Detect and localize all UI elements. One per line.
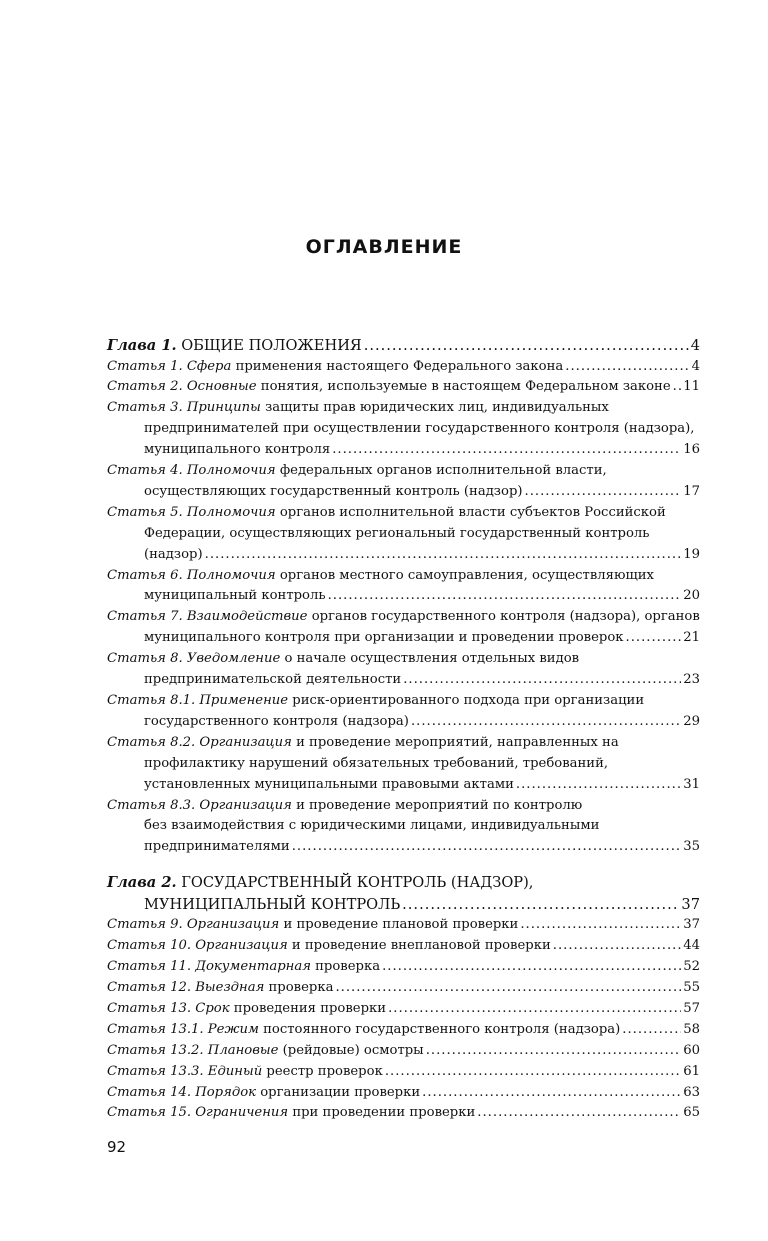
entry-title: риск-ориентированного подхода при организации — [292, 693, 645, 708]
entry-text-wrap — [107, 915, 518, 936]
entry-line — [107, 957, 700, 978]
entry-line — [107, 837, 700, 858]
page-ref: 20 — [683, 588, 700, 604]
entry-title: муниципального контроля — [144, 442, 331, 458]
entry-line — [107, 1103, 700, 1124]
toc-entry — [107, 1020, 700, 1041]
toc-entry — [107, 978, 700, 999]
entry-text-wrap — [107, 335, 362, 357]
entry-text-wrap — [107, 957, 380, 978]
page-ref: 31 — [683, 776, 700, 792]
entry-text-wrap — [107, 568, 654, 583]
page-ref: 63 — [683, 1084, 700, 1100]
entry-line — [107, 545, 700, 566]
entry-text-wrap — [107, 798, 582, 813]
entry-title: проверка — [268, 979, 334, 995]
article-label: Статья 14. Порядок — [107, 1084, 257, 1100]
entry-text-wrap — [144, 712, 409, 733]
entry-text-wrap — [144, 586, 326, 607]
entry-title: федеральных органов исполнительной власти, — [279, 463, 607, 479]
entry-title: при проведении проверки — [292, 1105, 476, 1121]
toc-entry — [107, 1041, 700, 1062]
entry-text-wrap — [107, 693, 644, 708]
toc-entry — [107, 691, 700, 733]
article-label: Статья 12. Выездная — [107, 979, 265, 995]
entry-line — [107, 335, 700, 357]
page-ref: 37 — [683, 917, 700, 933]
section-gap — [107, 858, 700, 872]
entry-line — [107, 733, 700, 754]
entry-title: предпринимателями — [144, 839, 290, 855]
article-label: Статья 5. Полномочия — [107, 504, 276, 520]
entry-title: постоянного государственного контроля (надзора) — [263, 1021, 621, 1037]
dot-leader — [403, 670, 681, 691]
chapter-label: Глава 2. — [107, 874, 177, 892]
entry-text-wrap — [107, 400, 609, 415]
article-label: Статья 1. Сфера — [107, 358, 232, 374]
entry-line — [107, 1041, 700, 1062]
entry-title: понятия, используемые в настоящем Федеральном законе — [260, 379, 671, 395]
dot-leader — [525, 482, 682, 503]
page-ref: 11 — [683, 379, 700, 395]
chapter-heading — [107, 872, 700, 915]
page-ref: 57 — [683, 1000, 700, 1016]
page-ref: 61 — [683, 1063, 700, 1079]
dot-leader — [328, 586, 682, 607]
entry-line — [107, 915, 700, 936]
dot-leader — [388, 999, 681, 1020]
page-ref: 58 — [683, 1021, 700, 1037]
entry-line — [107, 377, 700, 398]
entry-line — [107, 586, 700, 607]
entry-line — [107, 1083, 700, 1104]
page-ref: 37 — [681, 895, 700, 913]
dot-leader — [422, 1083, 681, 1104]
page-ref: 35 — [683, 839, 700, 855]
page-ref: 19 — [683, 546, 700, 562]
page-ref: 16 — [683, 442, 700, 458]
page-ref: 4 — [690, 337, 700, 354]
entry-text-wrap — [107, 357, 563, 378]
entry-title: и проведение мероприятий по контролю — [296, 797, 583, 813]
dot-leader — [622, 1020, 681, 1041]
entry-line — [107, 357, 700, 378]
entry-title: организации проверки — [260, 1084, 421, 1100]
entry-line — [107, 503, 700, 524]
entry-title: без взаимодействия с юридическими лицами, индивидуальными — [144, 818, 600, 834]
article-label: Статья 13. Срок — [107, 1000, 230, 1016]
entry-text-wrap — [144, 545, 203, 566]
entry-text-wrap — [107, 999, 386, 1020]
entry-line — [107, 419, 700, 440]
entry-text-wrap — [107, 1041, 424, 1062]
dot-leader — [516, 775, 681, 796]
entry-text-wrap — [107, 651, 579, 666]
entry-text-wrap — [107, 1020, 620, 1041]
entry-title: проверка — [315, 959, 381, 975]
entry-line — [107, 894, 700, 916]
toc-entry — [107, 357, 700, 378]
dot-leader — [673, 377, 682, 398]
page-number: 92 — [107, 1138, 127, 1156]
entry-title: проведения проверки — [233, 1000, 387, 1016]
dot-leader — [385, 1062, 681, 1083]
entry-title: защиты прав юридических лиц, индивидуальных — [265, 400, 609, 416]
entry-line — [107, 796, 700, 817]
toc-entry — [107, 503, 700, 566]
entry-title: о начале осуществления отдельных видов — [284, 651, 580, 667]
entry-title: МУНИЦИПАЛЬНЫЙ КОНТРОЛЬ — [144, 895, 401, 913]
page-ref: 52 — [683, 959, 700, 975]
entry-line — [107, 816, 700, 837]
toc-entry — [107, 377, 700, 398]
chapter-heading — [107, 335, 700, 357]
entry-text-wrap — [144, 775, 514, 796]
entry-line — [107, 1062, 700, 1083]
entry-line — [107, 482, 700, 503]
article-label: Статья 10. Организация — [107, 938, 288, 954]
entry-line — [107, 754, 700, 775]
dot-leader — [426, 1041, 682, 1062]
entry-title: установленных муниципальными правовыми актами — [144, 776, 514, 792]
entry-text-wrap — [144, 894, 400, 916]
dot-leader — [205, 545, 682, 566]
dot-leader — [335, 978, 681, 999]
entry-title: ГОСУДАРСТВЕННЫЙ КОНТРОЛЬ (НАДЗОР), — [181, 874, 534, 892]
dot-leader — [292, 837, 681, 858]
entry-text-wrap — [107, 735, 619, 750]
entry-text-wrap — [144, 837, 290, 858]
page-title: ОГЛАВЛЕНИЕ — [305, 236, 463, 258]
toc-entry — [107, 733, 700, 796]
dot-leader — [411, 712, 681, 733]
toc-entry — [107, 398, 700, 461]
entry-text-wrap — [107, 936, 551, 957]
article-label: Статья 13.1. Режим — [107, 1021, 259, 1037]
entry-title: Федерации, осуществляющих региональный государственный контроль — [144, 525, 650, 541]
entry-line — [107, 691, 700, 712]
entry-line — [107, 978, 700, 999]
entry-line — [107, 524, 700, 545]
toc-entry — [107, 607, 700, 649]
entry-title: ОБЩИЕ ПОЛОЖЕНИЯ — [181, 337, 362, 354]
article-label: Статья 8. Уведомление — [107, 651, 281, 667]
dot-leader — [477, 1103, 681, 1124]
entry-title: (надзор) — [144, 546, 203, 562]
toc-entry — [107, 1062, 700, 1083]
article-label: Статья 8.1. Применение — [107, 693, 289, 708]
entry-text-wrap — [107, 463, 607, 478]
dot-leader — [565, 357, 689, 378]
article-label: Статья 3. Принципы — [107, 400, 261, 416]
dot-leader — [553, 936, 681, 957]
entry-title: (рейдовые) осмотры — [282, 1042, 424, 1058]
entry-title: муниципальный контроль — [144, 588, 326, 604]
toc-entry — [107, 566, 700, 608]
dot-leader — [520, 915, 681, 936]
article-label: Статья 15. Ограничения — [107, 1105, 289, 1121]
entry-line — [107, 1020, 700, 1041]
entry-line — [107, 628, 700, 649]
entry-text-wrap — [107, 978, 333, 999]
toc-entry — [107, 1083, 700, 1104]
article-label: Статья 9. Организация — [107, 917, 280, 933]
article-label: Статья 7. Взаимодействие — [107, 609, 308, 625]
article-label: Статья 6. Полномочия — [107, 567, 276, 583]
entry-title: применения настоящего Федерального закона — [235, 358, 564, 374]
entry-text-wrap — [107, 1062, 383, 1083]
article-label: Статья 2. Основные — [107, 379, 257, 395]
entry-title: и проведение плановой проверки — [283, 917, 519, 933]
article-label: Статья 8.3. Организация — [107, 797, 292, 813]
toc-entry — [107, 796, 700, 859]
toc-entry — [107, 1103, 700, 1124]
entry-line — [107, 607, 700, 628]
entry-line — [107, 872, 700, 894]
page-ref: 29 — [683, 713, 700, 729]
entry-title: предпринимательской деятельности — [144, 672, 402, 688]
table-of-contents — [107, 335, 700, 1124]
page-ref: 4 — [691, 358, 700, 374]
entry-text-wrap — [144, 482, 523, 503]
entry-text-wrap — [107, 505, 666, 520]
entry-line — [107, 440, 700, 461]
entry-text-wrap — [144, 440, 330, 461]
toc-entry — [107, 915, 700, 936]
page-ref: 65 — [683, 1105, 700, 1121]
entry-line — [107, 649, 700, 670]
entry-title: муниципального контроля при организации и проведении проверок — [144, 630, 624, 646]
entry-text-wrap — [107, 874, 533, 891]
dot-leader — [402, 894, 679, 916]
dot-leader — [382, 957, 681, 978]
entry-title: осуществляющих государственный контроль (надзор) — [144, 483, 523, 499]
toc-entry — [107, 649, 700, 691]
entry-title: государственного контроля (надзора) — [144, 713, 409, 729]
article-label: Статья 4. Полномочия — [107, 463, 276, 479]
page-ref: 21 — [683, 630, 700, 646]
entry-line — [107, 461, 700, 482]
chapter-label: Глава 1. — [107, 337, 177, 354]
page-ref: 55 — [683, 979, 700, 995]
entry-text-wrap — [144, 628, 624, 649]
page-ref: 60 — [683, 1042, 700, 1058]
entry-title: реестр проверок — [266, 1063, 383, 1079]
dot-leader — [332, 440, 681, 461]
entry-line — [107, 670, 700, 691]
entry-line — [107, 398, 700, 419]
article-label: Статья 13.3. Единый — [107, 1063, 263, 1079]
article-label: Статья 13.2. Плановые — [107, 1042, 279, 1058]
entry-title: органов государственного контроля (надзора), органов — [311, 609, 700, 625]
entry-line — [107, 566, 700, 587]
entry-text-wrap — [107, 609, 700, 624]
toc-entry — [107, 999, 700, 1020]
article-label: Статья 8.2. Организация — [107, 734, 292, 750]
toc-entry — [107, 957, 700, 978]
article-label: Статья 11. Документарная — [107, 959, 311, 975]
entry-text-wrap — [107, 1103, 475, 1124]
dot-leader — [364, 335, 689, 357]
page-ref: 17 — [683, 483, 700, 499]
entry-line — [107, 712, 700, 733]
entry-title: профилактику нарушений обязательных требований, требований, — [144, 755, 609, 771]
toc-entry — [107, 461, 700, 503]
entry-text-wrap — [107, 1083, 420, 1104]
page-ref: 44 — [683, 938, 700, 954]
entry-line — [107, 999, 700, 1020]
entry-text-wrap — [144, 818, 599, 833]
entry-text-wrap — [144, 756, 608, 771]
entry-text-wrap — [107, 377, 671, 398]
entry-title: предпринимателей при осуществлении государственного контроля (надзора), — [144, 421, 695, 437]
toc-entry — [107, 936, 700, 957]
entry-title: и проведение мероприятий, направленных на — [296, 734, 619, 750]
entry-text-wrap — [144, 421, 694, 436]
entry-line — [107, 936, 700, 957]
entry-title: и проведение внеплановой проверки — [291, 938, 551, 954]
entry-title: органов исполнительной власти субъектов Российской — [279, 504, 666, 520]
entry-text-wrap — [144, 670, 401, 691]
entry-title: органов местного самоуправления, осуществляющих — [279, 567, 654, 583]
entry-line — [107, 775, 700, 796]
page-ref: 23 — [683, 672, 700, 688]
entry-text-wrap — [144, 526, 649, 541]
dot-leader — [626, 628, 682, 649]
